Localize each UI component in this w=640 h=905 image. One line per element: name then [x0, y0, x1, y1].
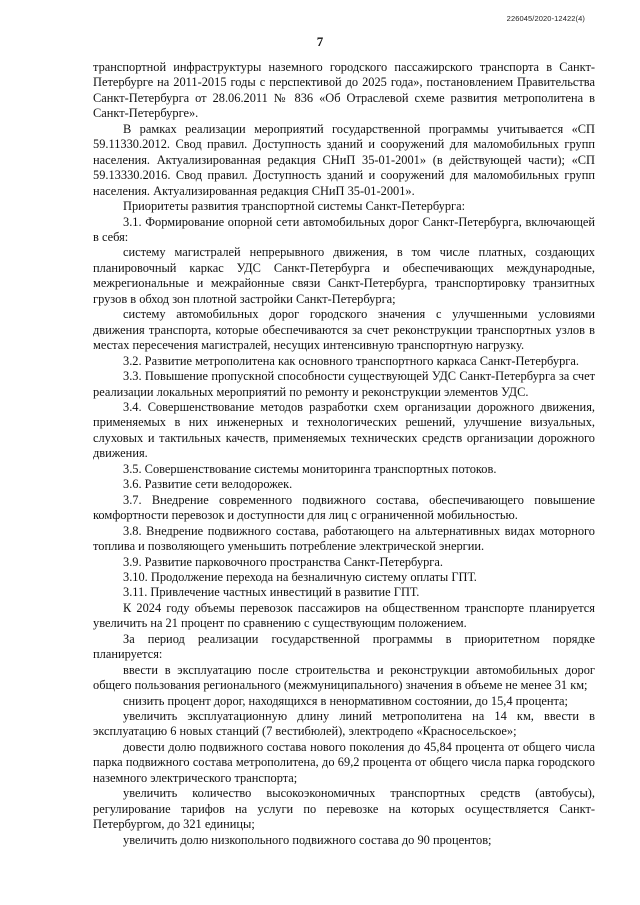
- paragraph: увеличить долю низкопольного подвижного состава до 90 процентов;: [123, 832, 492, 847]
- document-body: [93, 60, 595, 848]
- paragraph: Приоритеты развития транспортной системы Санкт-Петербурга:: [123, 199, 466, 214]
- paragraph: За период реализации государственной программы в приоритетном порядке планируется:: [93, 631, 595, 662]
- paragraph: систему магистралей непрерывного движения, в том числе платных, создающих планировочный каркас УДС Санкт-Петербурга и обеспечивающих международные, межрегиональные и межрайонные связи Санкт-Петербурга, транспортировку транзитных грузов в обход зон плотной застройки Санкт-Петербурга;: [93, 245, 595, 306]
- document-number: 226045/2020-12422(4): [506, 14, 585, 23]
- paragraph: 3.8. Внедрение подвижного состава, работающего на альтернативных видах моторного топлива и позволяющего уменьшить потребление электрической энергии.: [93, 523, 595, 554]
- paragraph: 3.5. Совершенствование системы мониторинга транспортных потоков.: [123, 461, 497, 476]
- paragraph: 3.1. Формирование опорной сети автомобильных дорог Санкт-Петербурга, включающей в себя:: [93, 214, 595, 244]
- paragraph: транспортной инфраструктуры наземного городского пассажирского транспорта в Санкт-Петербурге на 2011-2015 годы с перспективой до 2025 года», постановлением Правительства Санкт-Петербурга от 28.06.2011 № 836 «Об Отраслевой схеме развития метрополитена в Санкт-Петербурге».: [93, 60, 595, 121]
- paragraph: 3.10. Продолжение перехода на безналичную систему оплаты ГПТ.: [123, 569, 477, 584]
- paragraph: 3.3. Повышение пропускной способности существующей УДС Санкт-Петербурга за счет реализации локальных мероприятий по ремонту и реконструкции элементов УДС.: [93, 369, 595, 399]
- paragraph: 3.4. Совершенствование методов разработки схем организации дорожного движения, применяемых в них инженерных и технологических решений, улучшение визуальных, слуховых и тактильных качеств, применяемых технических средств организации дорожного движения.: [93, 399, 595, 461]
- paragraph: увеличить эксплуатационную длину линий метрополитена на 14 км, ввести в эксплуатацию 6 новых станций (7 вестибюлей), электродепо «Красносельское»;: [93, 709, 595, 739]
- paragraph: довести долю подвижного состава нового поколения до 45,84 процента от общего числа парка подвижного состава метрополитена, до 69,2 процента от общего числа парка городского наземного электрического транспорта;: [93, 739, 595, 785]
- paragraph: снизить процент дорог, находящихся в ненормативном состоянии, до 15,4 процента;: [123, 693, 568, 708]
- paragraph: 3.11. Привлечение частных инвестиций в развитие ГПТ.: [123, 585, 420, 600]
- page-number: 7: [316, 34, 324, 49]
- paragraph: 3.7. Внедрение современного подвижного состава, обеспечивающего повышение комфортности перевозок и доступности для лиц с ограниченной мобильностью.: [93, 492, 595, 523]
- paragraph: К 2024 году объемы перевозок пассажиров на общественном транспорте планируется увеличить на 21 процент по сравнению с существующим положением.: [93, 600, 595, 631]
- paragraph: ввести в эксплуатацию после строительства и реконструкции автомобильных дорог общего пользования регионального (межмуниципального) значения в объеме не менее 31 км;: [93, 662, 595, 693]
- paragraph: увеличить количество высокоэкономичных транспортных средств (автобусы), регулирование тарифов на услуги по перевозке на которых осуществляется Санкт-Петербургом, до 321 единицы;: [93, 786, 595, 832]
- paragraph: 3.2. Развитие метрополитена как основного транспортного каркаса Санкт-Петербурга.: [123, 353, 579, 368]
- paragraph: В рамках реализации мероприятий государственной программы учитывается «СП 59.11330.2012. Свод правил. Доступность зданий и сооружений для маломобильных групп населения. Актуализированная редакция СНиП 35-01-2001» (в действующей части); «СП 59.13330.2016. Свод правил. Доступность зданий и сооружений для маломобильных групп населения. Актуализированная редакция СНиП 35-01-2001».: [93, 121, 595, 198]
- paragraph: 3.6. Развитие сети велодорожек.: [123, 477, 293, 492]
- paragraph: 3.9. Развитие парковочного пространства Санкт-Петербурга.: [123, 554, 443, 569]
- paragraph: систему автомобильных дорог городского значения с улучшенными условиями движения транспорта, которые обеспечиваются за счет реконструкции транспортных узлов в местах пересечения магистралей, несущих интенсивную транспортную нагрузку.: [93, 307, 595, 353]
